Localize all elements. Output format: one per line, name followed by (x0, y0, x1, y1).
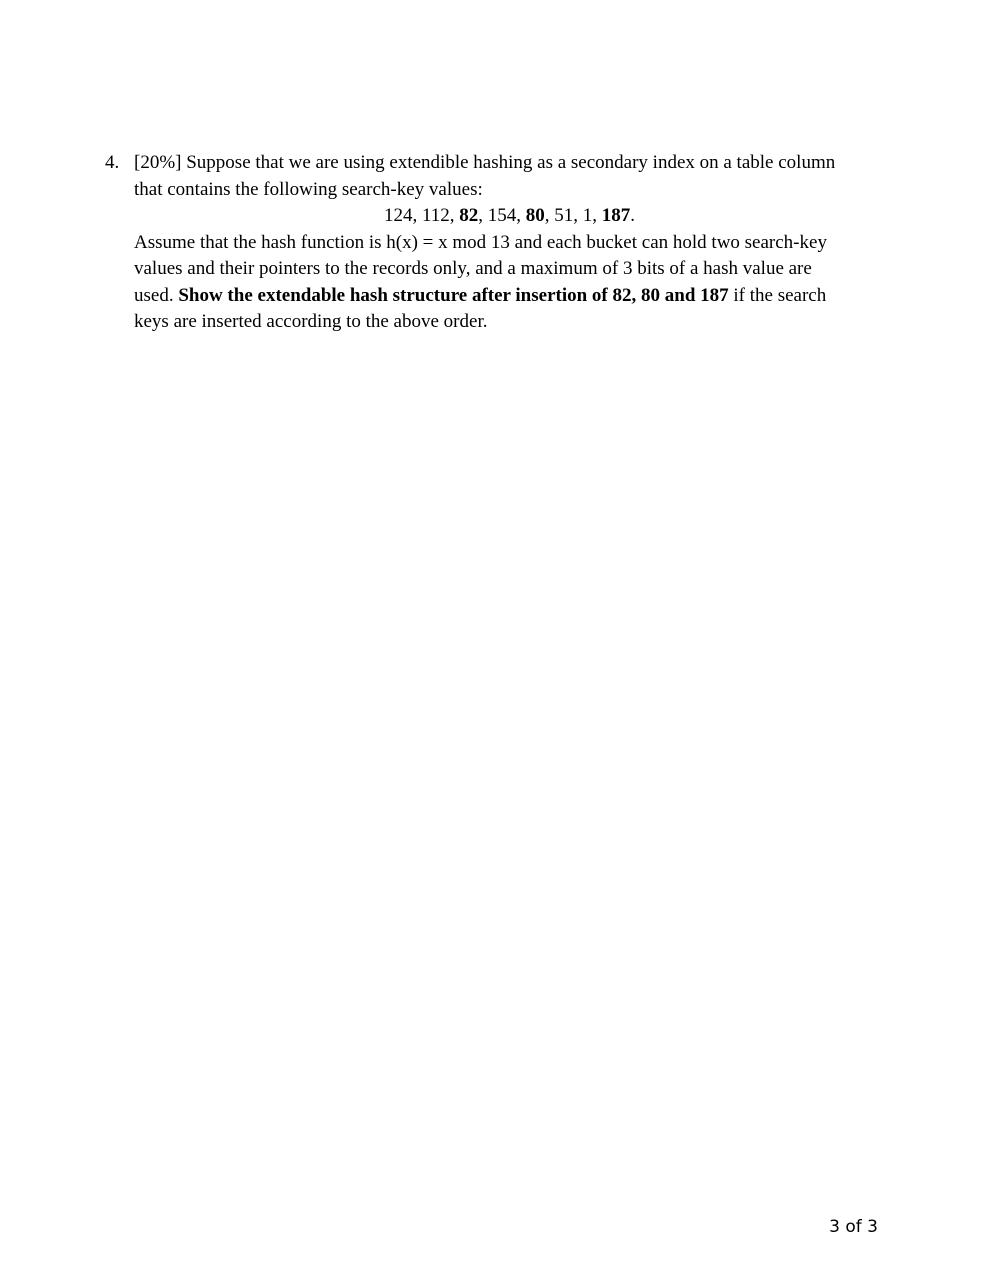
search-key-value: 112 (421, 205, 450, 226)
search-key-value: 187 (601, 205, 631, 226)
assume-line-2: values and their pointers to the records only, and a maximum of 3 bits of a hash value are (134, 258, 812, 279)
search-key-value: 1 (582, 205, 593, 226)
task-instruction: Show the extendable hash structure after insertion of 82, 80 and 187 (178, 284, 729, 306)
assume-line-3-suffix: if the search (733, 284, 827, 306)
question-assumptions (134, 230, 885, 336)
assume-line-4: keys are inserted according to the above order. (134, 311, 488, 332)
assume-line-1: Assume that the hash function is h(x) = x mod 13 and each bucket can hold two search-key (134, 231, 827, 253)
question-body (134, 150, 885, 336)
question-intro (134, 150, 885, 203)
intro-text-1: Suppose that we are using extendible hashing as a secondary index on a table column (186, 152, 836, 173)
search-key-values: 124, 112, 82, 154, 80, 51, 1, 187. (383, 205, 636, 226)
search-key-value: 154 (487, 205, 517, 226)
search-key-value: 124 (383, 205, 413, 226)
page-number: 3 of 3 (829, 1217, 878, 1237)
assume-line-3 (134, 283, 885, 310)
keys-end-punctuation: . (630, 205, 636, 226)
intro-line-2: that contains the following search-key values: (134, 178, 483, 200)
search-key-value: 82 (459, 205, 479, 226)
intro-line-1 (134, 150, 885, 177)
assume-line-3-prefix: used. (134, 284, 174, 306)
question-number: 4. (105, 152, 120, 173)
search-key-value: 51 (554, 205, 574, 226)
search-key-value: 80 (525, 205, 545, 226)
question-weight: [20%] (134, 152, 182, 173)
